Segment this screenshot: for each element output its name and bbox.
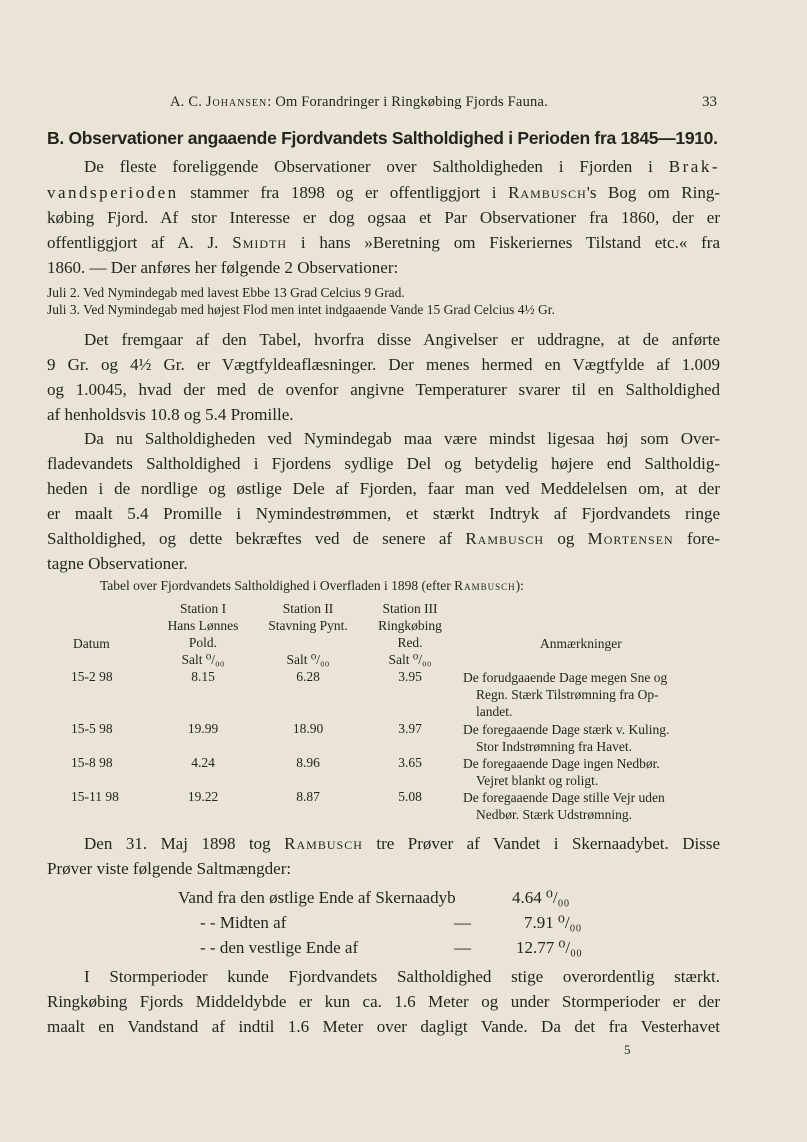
para1-text: 's Bog om Ring- [586, 183, 721, 202]
table-cell-salt3: 3.95 [398, 669, 422, 684]
header-line: Salt ⁰/₀₀ [181, 652, 225, 667]
table-cell-date: 15-11 98 [71, 789, 119, 804]
header-line: Salt ⁰/₀₀ [388, 652, 432, 667]
salt-line-value: 4.64 ⁰/₀₀ [512, 888, 570, 907]
table-cell-date: 15-8 98 [71, 755, 113, 770]
para3-line: Da nu Saltholdigheden ved Nymindegab maa være mindst ligesaa høj som Over- [84, 429, 720, 448]
table-caption-text: Tabel over Fjordvandets Saltholdighed i Overfladen i 1898 (efter [100, 578, 451, 593]
table-header-station3 [345, 600, 475, 668]
table-header-notes: Anmærkninger [540, 636, 622, 651]
para1-spaced: Brak- [668, 157, 721, 176]
para1-line5: 1860. — Der anføres her følgende 2 Observationer: [47, 258, 399, 277]
table-cell-salt3: 5.08 [398, 789, 422, 804]
header-line: Pold. [188, 635, 218, 650]
para4-text: tre Prøver af Vandet i Skernaadybet. Disse [376, 834, 720, 853]
para3-name: Mortensen [587, 529, 674, 548]
para1-line3: købing Fjord. Af stor Interesse er dog ogsaa et Par Observationer fra 1860, der er [47, 208, 720, 227]
para3-text: Saltholdighed, og dette bekræftes ved de senere af [47, 529, 453, 548]
para1-name: Rambusch [508, 183, 587, 202]
table-caption-text: ): [515, 578, 524, 593]
table-cell-note [463, 755, 660, 789]
table-cell-date: 15-2 98 [71, 669, 113, 684]
table-cell-salt2: 18.90 [292, 721, 324, 736]
para3-line: heden i de nordlige og østlige Dele af Fjorden, faar man ved Meddelelsen om, at der [47, 479, 720, 498]
header-line: Station I [179, 601, 227, 616]
note-line: Vejret blankt og roligt. [476, 773, 599, 788]
para1-line1 [84, 157, 720, 177]
table-cell-salt1: 8.15 [191, 669, 215, 684]
para4-text: Den 31. Maj 1898 tog [84, 834, 271, 853]
header-author: A. C. [170, 94, 206, 110]
table-cell-salt2: 8.87 [296, 789, 320, 804]
para2-line: Det fremgaar af den Tabel, hvorfra disse Angivelser er uddragne, at de anførte [84, 330, 720, 349]
salt-line-label: - - Midten af [200, 913, 287, 932]
header-line: Station III [382, 601, 438, 616]
para3-line: er maalt 5.4 Promille i Nymindestrømmen, et stærkt Indtryk af Fjordvandets ringe [47, 504, 720, 523]
table-cell-note [463, 721, 669, 755]
table-cell-salt2: 8.96 [296, 755, 320, 770]
header-line: Stavning Pynt. [268, 618, 348, 633]
salt-line-dash: — [454, 938, 471, 957]
para5-line: I Stormperioder kunde Fjordvandets Saltholdighed stige overordentlig stærkt. [84, 967, 720, 986]
header-line: Ringkøbing [378, 618, 442, 633]
para4-line2: Prøver viste følgende Saltmængder: [47, 859, 292, 878]
table-cell-note [463, 789, 665, 823]
para1-line4 [47, 233, 720, 253]
para3-text: fore- [687, 529, 721, 548]
para1-text: i hans »Beretning om Fiskeriernes Tilstand etc.« fra [300, 233, 721, 252]
table-header-datum: Datum [73, 636, 110, 651]
observation-line: Juli 2. Ved Nymindegab med lavest Ebbe 13 Grad Celcius 9 Grad. [47, 285, 405, 300]
observation-line: Juli 3. Ved Nymindegab med højest Flod men intet indgaaende Vande 15 Grad Celcius 4½ Gr. [47, 302, 555, 317]
para4-name: Rambusch [284, 834, 363, 853]
table-cell-salt2: 6.28 [296, 669, 320, 684]
para1-text: De fleste foreliggende Observationer over Saltholdigheden i Fjorden i [84, 157, 653, 176]
para3-line: fladevandets Saltholdighed i Fjordens sydlige Del og betydelig højere end Saltholdig- [47, 454, 720, 473]
table-cell-salt1: 4.24 [191, 755, 215, 770]
para2-line: og 1.0045, hvad der med de ovenfor angivne Temperaturer svarer til en Saltholdighed [47, 380, 720, 399]
table-cell-date: 15-5 98 [71, 721, 113, 736]
note-line: De foregaaende Dage ingen Nedbør. [463, 756, 660, 771]
header-line: Hans Lønnes [167, 618, 239, 633]
section-title: B. Observationer angaaende Fjordvandets Saltholdighed i Perioden fra 1845—1910. [47, 128, 718, 148]
table-cell-salt1: 19.22 [187, 789, 219, 804]
note-line: landet. [476, 704, 513, 719]
header-line: Salt ⁰/₀₀ [286, 652, 330, 667]
para1-line2 [47, 183, 720, 203]
table-cell-salt3: 3.97 [398, 721, 422, 736]
header-author-name: Johansen [205, 94, 268, 110]
para1-text: stammer fra 1898 og er offentliggjort i [190, 183, 497, 202]
printer-signature: 5 [624, 1042, 631, 1057]
salt-line-label: - - den vestlige Ende af [200, 938, 359, 957]
note-line: Stor Indstrømning fra Havet. [476, 739, 632, 754]
salt-line-label: Vand fra den østlige Ende af Skernaadyb [178, 888, 456, 907]
para1-name: Smidth [232, 233, 288, 252]
table-caption [100, 578, 524, 594]
para3-text: og [557, 529, 575, 548]
table-caption-name: Rambusch [454, 578, 516, 593]
note-line: Regn. Stærk Tilstrømning fra Op- [476, 687, 659, 702]
table-cell-note [463, 669, 667, 720]
para3-name: Rambusch [465, 529, 545, 548]
para5-line: maalt en Vandstand af indtil 1.6 Meter over dagligt Vande. Da det fra Vesterhavet [47, 1017, 720, 1036]
para5-line: Ringkøbing Fjords Middeldybde er kun ca. 1.6 Meter og under Stormperioder er der [47, 992, 720, 1011]
para1-text: offentliggjort af A. J. [47, 233, 219, 252]
salt-line-value: 7.91 ⁰/₀₀ [524, 913, 582, 932]
note-line: De foregaaende Dage stille Vejr uden [463, 790, 665, 805]
salt-line-value: 12.77 ⁰/₀₀ [516, 938, 582, 957]
para3-line: tagne Observationer. [47, 554, 188, 573]
header-title: : Om Forandringer i Ringkøbing Fjords Fauna. [267, 94, 548, 110]
header-line: Red. [397, 635, 423, 650]
header-line: Station II [282, 601, 334, 616]
note-line: Nedbør. Stærk Udstrømning. [476, 807, 633, 822]
para2-line: af henholdsvis 10.8 og 5.4 Promille. [47, 405, 294, 424]
salt-line-dash: — [454, 913, 471, 932]
para4-line1 [84, 834, 720, 854]
page-number: 33 [702, 94, 717, 110]
table-cell-salt3: 3.65 [398, 755, 422, 770]
note-line: De forudgaaende Dage megen Sne og [463, 670, 668, 685]
para1-spaced-term: vandsperioden [47, 183, 179, 202]
para3-line [47, 529, 720, 549]
running-header [170, 94, 548, 111]
para2-line: 9 Gr. og 4½ Gr. er Vægtfyldeaflæsninger. Der menes hermed en Vægtfylde af 1.009 [47, 355, 720, 374]
note-line: De foregaaende Dage stærk v. Kuling. [463, 722, 670, 737]
table-cell-salt1: 19.99 [187, 721, 219, 736]
